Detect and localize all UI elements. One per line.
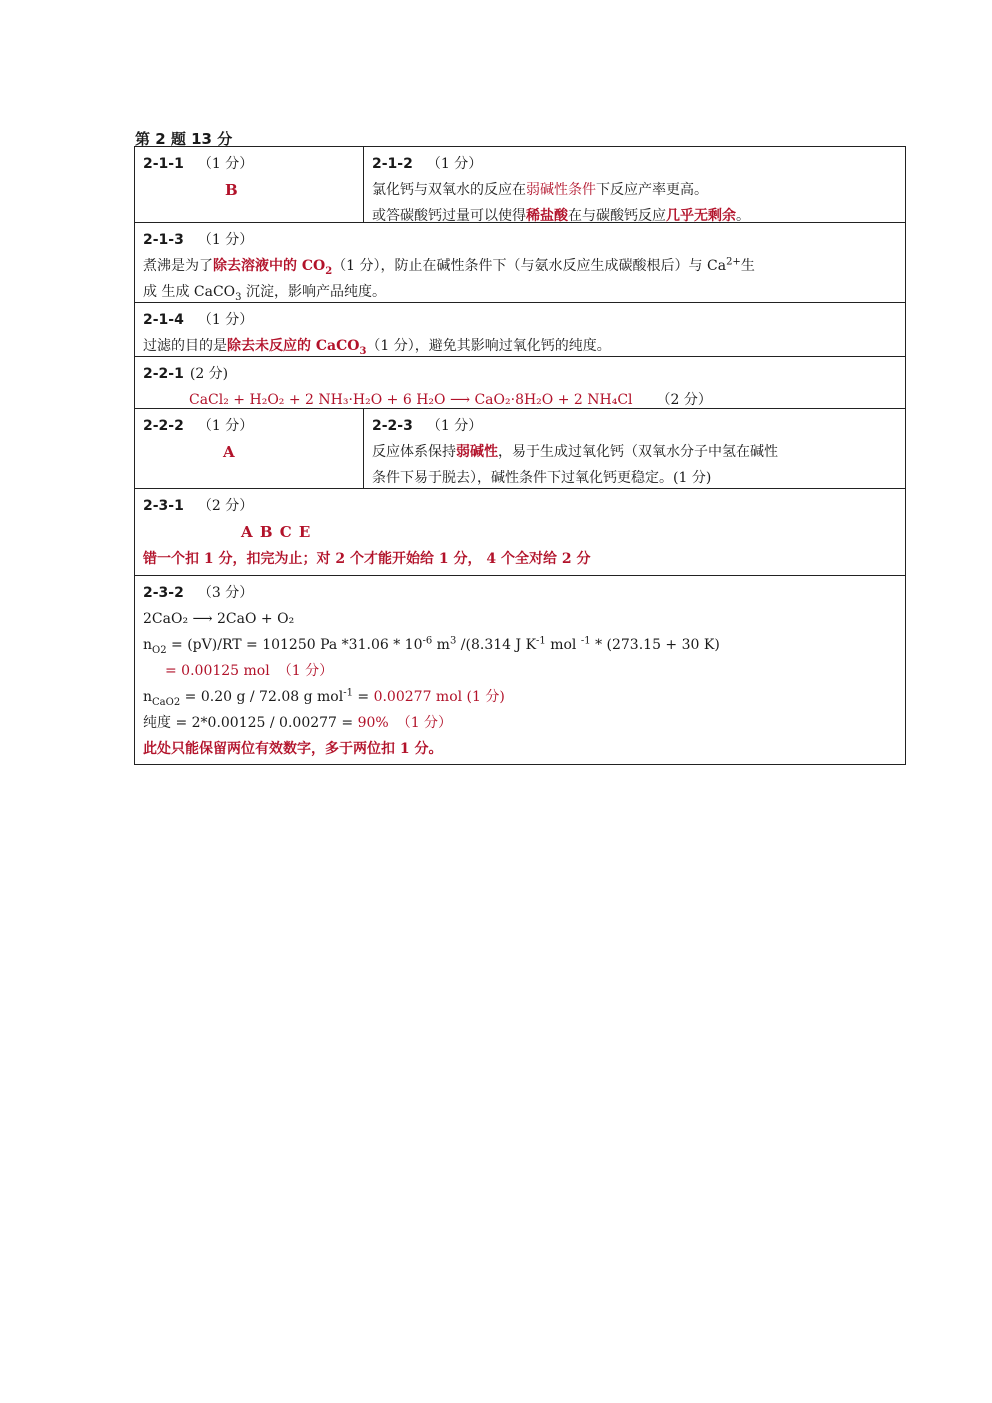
cell-2-2-2: [135, 409, 364, 488]
points: （1 分）: [197, 156, 254, 172]
row-2-2: [135, 409, 905, 489]
question-id: 2-1-4: [143, 312, 184, 328]
question-id: 2-2-1: [143, 366, 184, 382]
answer-line: 煮沸是为了除去溶液中的 $CO_2(1$ 分），防止在碱性条件下（与氨水反应生成碳酸根后）与 $Ca^{2+}$生: [143, 256, 755, 277]
answer-letter: A: [223, 443, 235, 461]
key-phrase: 除去溶液中的 $CO_2$: [213, 258, 333, 277]
points: （1 分）: [426, 156, 483, 172]
answer-letter: B: [225, 181, 238, 199]
calc-line: $n_{O2} = (pV)/RT = 101250$ Pa $*31.06 * 10^{-6}$ $m^3$ /(8.314 J $K^{-1}$ mol $^{-1}$ * (273.15 + 30 K): [143, 635, 720, 656]
question-id: 2-3-2: [143, 585, 184, 601]
question-id: 2-2-3: [372, 418, 413, 434]
answer-table: [134, 146, 906, 765]
reaction-line: 2CaO₂ ⟶ 2CaO + O₂: [143, 611, 295, 627]
key-phrase: 除去未反应的 CaCO$_3$: [227, 338, 367, 357]
cell-2-1-4: [135, 303, 905, 363]
question-id: 2-3-1: [143, 498, 184, 514]
points: (2 分): [189, 366, 229, 382]
key-phrase: 几乎无剩余: [666, 208, 736, 224]
row-2-1-3: [135, 223, 905, 303]
cell-2-1-2: [364, 147, 905, 222]
page-title: 第 2 题 13 分: [135, 130, 233, 148]
row-2-1-4: [135, 303, 905, 357]
answer-line: 反应体系保持弱碱性，易于生成过氧化钙（双氧水分子中氢在碱性: [372, 444, 778, 460]
cell-2-1-1: [135, 147, 364, 222]
scoring-note: 此处只能保留两位有效数字，多于两位扣 1 分。: [143, 741, 443, 757]
key-phrase: 弱碱性: [456, 444, 498, 460]
answer-line: 或答碳酸钙过量可以使得稀盐酸在与碳酸钙反应几乎无剩余。: [372, 208, 750, 224]
calc-line: 纯度 = 2*0.00125 / 0.00277 = 90% （1 分）: [143, 715, 453, 731]
answer-letters: A B C E: [241, 523, 312, 541]
cell-2-1-3: [135, 223, 905, 309]
points: （1 分）: [197, 232, 254, 248]
cell-2-3-1: [135, 489, 905, 576]
key-phrase: 弱碱性条件: [526, 182, 596, 198]
answer-line: 过滤的目的是除去未反应的 CaCO$_3$（1 分），避免其影响过氧化钙的纯度。: [143, 338, 611, 357]
calc-line: $n_{CaO2} = 0.20$ g / 72.08 g mol$^{-1}$ = 0.00277 mol (1 分): [143, 687, 505, 708]
points: （2 分）: [197, 498, 254, 514]
row-2-3-1: [135, 489, 905, 576]
row-2-2-1: [135, 357, 905, 409]
calc-result: = 0.00125 mol （1 分）: [165, 663, 334, 679]
answer-line: 条件下易于脱去），碱性条件下过氧化钙更稳定。(1 分): [372, 470, 712, 486]
scoring-note: 错一个扣 1 分，扣完为止；对 2 个才能开始给 1 分， 4 个全对给 2 分: [143, 551, 591, 567]
cell-2-2-1: [135, 357, 905, 417]
points: （1 分）: [197, 312, 254, 328]
cell-2-2-3: [364, 409, 905, 488]
question-id: 2-2-2: [143, 418, 184, 434]
equation: CaCl₂ + H₂O₂ + 2 NH₃·H₂O + 6 H₂O ⟶ CaO₂·8H₂O + 2 NH₄Cl （2 分）: [189, 392, 712, 408]
row-2-1: [135, 147, 905, 223]
row-2-3-2: [135, 576, 905, 764]
answer-line: 成 生成 CaCO$_3$ 沉淀，影响产品纯度。: [143, 284, 386, 303]
points: （3 分）: [197, 585, 254, 601]
points: （1 分）: [197, 418, 254, 434]
question-id: 2-1-1: [143, 156, 184, 172]
points: （1 分）: [426, 418, 483, 434]
question-id: 2-1-3: [143, 232, 184, 248]
key-phrase: 稀盐酸: [526, 208, 568, 224]
question-id: 2-1-2: [372, 156, 413, 172]
cell-2-3-2: [135, 576, 905, 766]
answer-line: 氯化钙与双氧水的反应在弱碱性条件下反应产率更高。: [372, 182, 708, 198]
